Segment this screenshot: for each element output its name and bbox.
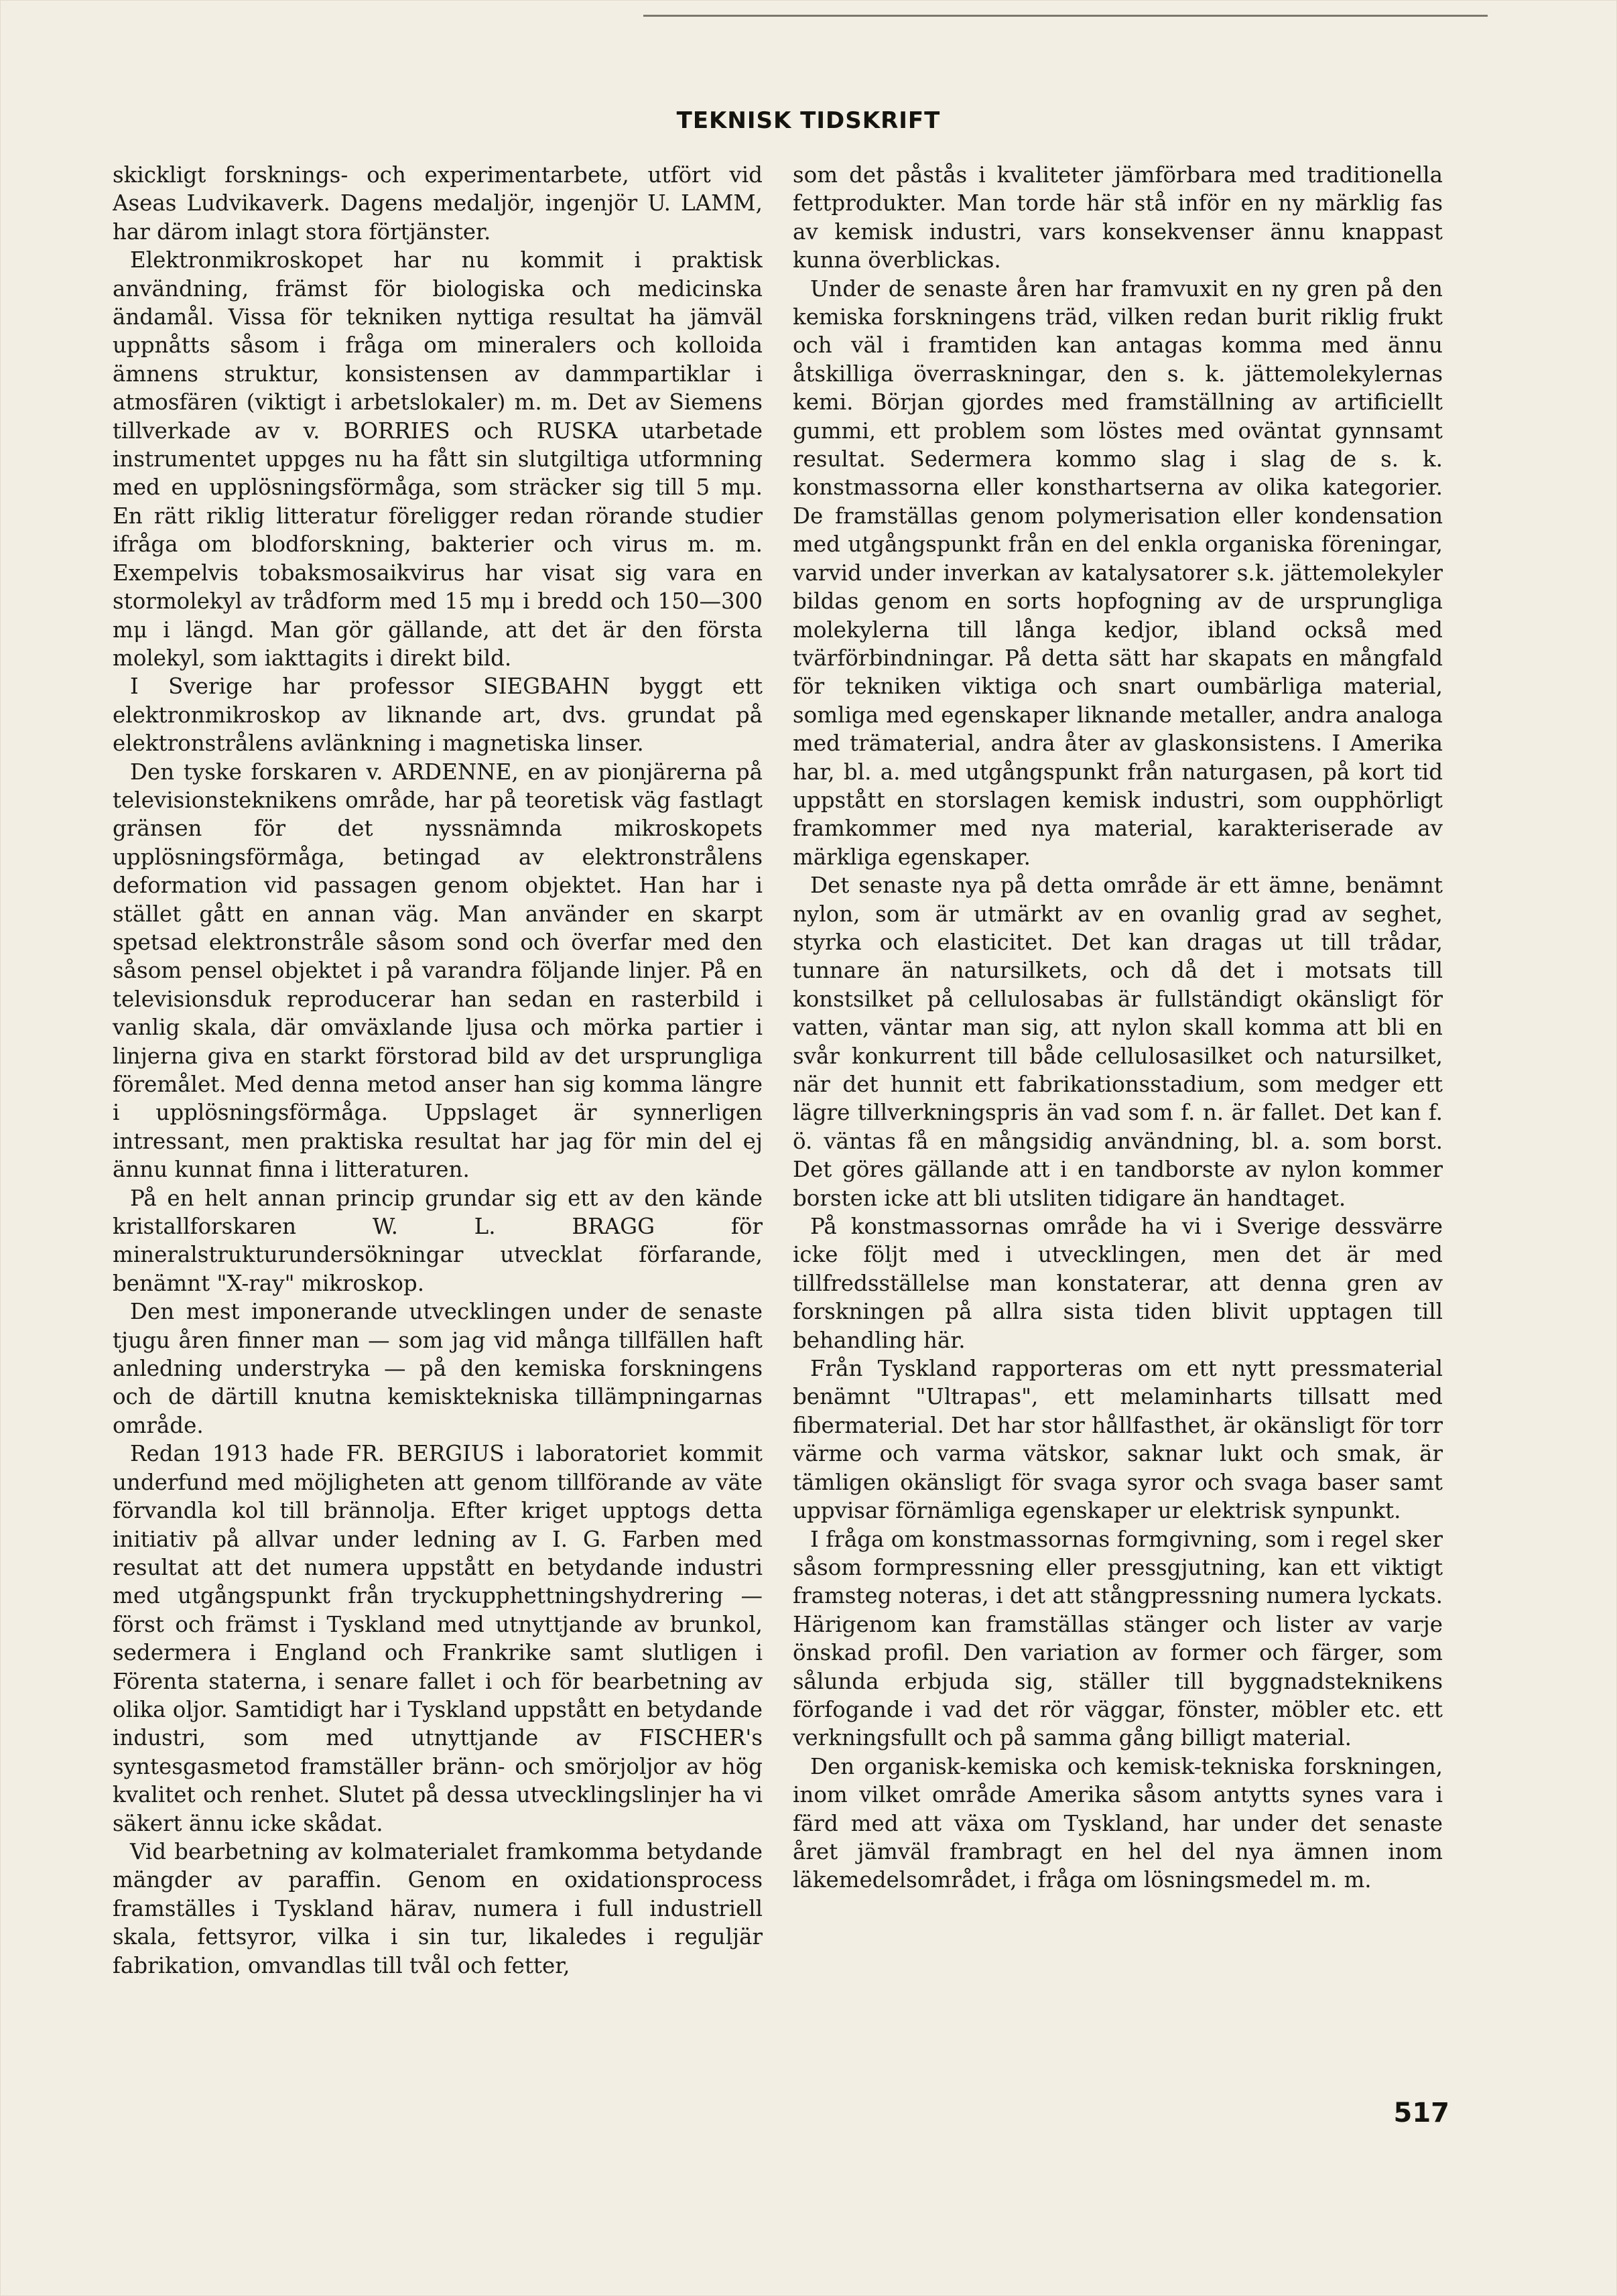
paragraph: Den tyske forskaren v. ARDENNE, en av pionjärerna på televisionsteknikens område, har på teoretisk väg fastlagt gränsen för det nyssnämnda mikroskopets upplösningsförmåga, betingad av elektronstrålens deformation vid passagen genom objektet. Han har i stället gått en annan väg. Man använder en skarpt spetsad elektronstråle såsom sond och överfar med den såsom pensel objektet i på varandra följande linjer. På en televisionsduk reproducerar han sedan en rasterbild i vanlig skala, där omväxlande ljusa och mörka partier i linjerna giva en starkt förstorad bild av det ursprungliga föremålet. Med denna metod anser han sig komma längre i upplösningsförmåga. Uppslaget är synnerligen intressant, men praktiska resultat har jag för min del ej ännu kunnat finna i litteraturen. [113, 759, 763, 1183]
paragraph: som det påstås i kvaliteter jämförbara med traditionella fettprodukter. Man torde här stå inför en ny märklig fas av kemisk industri, vars konsekvenser ännu knappast kunna överblickas. [793, 162, 1443, 273]
paragraph: Vid bearbetning av kolmaterialet framkomma betydande mängder av paraffin. Genom en oxidationsprocess framställes i Tyskland härav, numera i full industriell skala, fettsyror, vilka i sin tur, likaledes i reguljär fabrikation, omvandlas till tvål och fetter, [113, 1838, 763, 1978]
page-number: 517 [1393, 2098, 1449, 2128]
paragraph: Den organisk-kemiska och kemisk-tekniska forskningen, inom vilket område Amerika såsom antytts synes vara i färd med att växa om Tyskland, har under det senaste året jämväl frambragt en hel del nya ämnen inom läkemedelsområdet, i fråga om lösningsmedel m. m. [793, 1753, 1443, 1893]
header-rule [643, 15, 1488, 17]
left-column [113, 161, 763, 2171]
paragraph: Det senaste nya på detta område är ett ämne, benämnt nylon, som är utmärkt av en ovanlig grad av seghet, styrka och elasticitet. Det kan dragas ut till trådar, tunnare än natursilkets, och då det i motsats till konstsilket på cellulosabas är fullständigt okänsligt för vatten, väntar man sig, att nylon skall komma att bli en svår konkurrent till både cellulosasilket och natursilket, när det hunnit ett fabrikationsstadium, som medger ett lägre tillverkningspris än vad som f. n. är fallet. Det kan f. ö. väntas få en mångsidig användning, bl. a. som borst. Det göres gällande att i en tandborste av nylon kommer borsten icke att bli utsliten tidigare än handtaget. [793, 873, 1443, 1211]
paragraph: I Sverige har professor SIEGBAHN byggt ett elektronmikroskop av liknande art, dvs. grundat på elektronstrålens avlänkning i magnetiska linser. [113, 674, 763, 757]
paragraph: skickligt forsknings- och experimentarbete, utfört vid Aseas Ludvikaverk. Dagens medaljör, ingenjör U. LAMM, har därom inlagt stora förtjänster. [113, 162, 763, 245]
paragraph: På konstmassornas område ha vi i Sverige dessvärre icke följt med i utvecklingen, men det är med tillfredsställelse man konstaterar, att denna gren av forskningen på allra sista tiden blivit upptagen till behandling här. [793, 1214, 1443, 1353]
journal-title: TEKNISK TIDSKRIFT [676, 107, 941, 134]
paragraph: I fråga om konstmassornas formgivning, som i regel sker såsom formpressning eller pressgjutning, kan ett viktigt framsteg noteras, i det att stångpressning numera lyckats. Härigenom kan framställas stänger och lister av varje önskad profil. Den variation av former och färger, som sålunda erbjuda sig, ställer till byggnadsteknikens förfogande i vad det rör väggar, fönster, möbler etc. ett verkningsfullt och på samma gång billigt material. [793, 1526, 1443, 1751]
paragraph: Från Tyskland rapporteras om ett nytt pressmaterial benämnt "Ultrapas", ett melaminharts tillsatt med fibermaterial. Det har stor hållfasthet, är okänsligt för torr värme och varma vätskor, saknar lukt och smak, är tämligen okänsligt för svaga syror och svaga baser samt uppvisar förnämliga egenskaper ur elektrisk synpunkt. [793, 1356, 1443, 1524]
right-column [793, 161, 1443, 2171]
paragraph: Redan 1913 hade FR. BERGIUS i laboratoriet kommit underfund med möjligheten att genom tillförande av väte förvandla kol till brännolja. Efter kriget upptogs detta initiativ på allvar under ledning av I. G. Farben med resultat att det numera uppstått en betydande industri med utgångspunkt från tryckupphettningshydrering — först och främst i Tyskland med utnyttjande av brunkol, sedermera i England och Frankrike samt slutligen i Förenta staterna, i senare fallet i och för bearbetning av olika oljor. Samtidigt har i Tyskland uppstått en betydande industri, som med utnyttjande av FISCHER's syntesgasmetod framställer bränn- och smörjoljor av hög kvalitet och renhet. Slutet på dessa utvecklingslinjer ha vi säkert ännu icke skådat. [113, 1441, 763, 1836]
paragraph: Elektronmikroskopet har nu kommit i praktisk användning, främst för biologiska och medicinska ändamål. Vissa för tekniken nyttiga resultat ha jämväl uppnåtts såsom i fråga om mineralers och kolloida ämnens struktur, konsistensen av dammpartiklar i atmosfären (viktigt i arbetslokaler) m. m. Det av Siemens tillverkade av v. BORRIES och RUSKA utarbetade instrumentet uppges nu ha fått sin slutgiltiga utformning med en upplösningsförmåga, som sträcker sig till 5 mμ. En rätt riklig litteratur föreligger redan rörande studier ifråga om blodforskning, bakterier och virus m. m. Exempelvis tobaksmosaikvirus har visat sig vara en stormolekyl av trådform med 15 mμ i bredd och 150—300 mμ i längd. Man gör gällande, att det är den första molekyl, som iakttagits i direkt bild. [113, 247, 763, 671]
paragraph: Den mest imponerande utvecklingen under de senaste tjugu åren finner man — som jag vid många tillfällen haft anledning understryka — på den kemiska forskningens och de därtill knutna kemisktekniska tillämpningarnas område. [113, 1299, 763, 1438]
paragraph: På en helt annan princip grundar sig ett av den kände kristallforskaren W. L. BRAGG för mineralstrukturundersökningar utvecklat förfarande, benämnt "X-ray" mikroskop. [113, 1185, 763, 1296]
paragraph: Under de senaste åren har framvuxit en ny gren på den kemiska forskningens träd, vilken redan burit riklig frukt och väl i framtiden kan antagas komma med ännu åtskilliga överraskningar, den s. k. jättemolekylernas kemi. Början gjordes med framställning av artificiellt gummi, ett problem som löstes med oväntat gynnsamt resultat. Sedermera kommo slag i slag de s. k. konstmassorna eller konsthartserna av olika kategorier. De framställas genom polymerisation eller kondensation med utgångspunkt från en del enkla organiska föreningar, varvid under inverkan av katalysatorer s.k. jättemolekyler bildas genom en sorts hopfogning av de ursprungliga molekylerna till långa kedjor, ibland också med tvärförbindningar. På detta sätt har skapats en mångfald för tekniken viktiga och snart oumbärliga material, somliga med egenskaper liknande metaller, andra analoga med trämaterial, andra åter av glaskonsistens. I Amerika har, bl. a. med utgångspunkt från naturgasen, på kort tid uppstått en storslagen kemisk industri, som oupphörligt framkommer med nya material, karakteriserade av märkliga egenskaper. [793, 275, 1443, 870]
